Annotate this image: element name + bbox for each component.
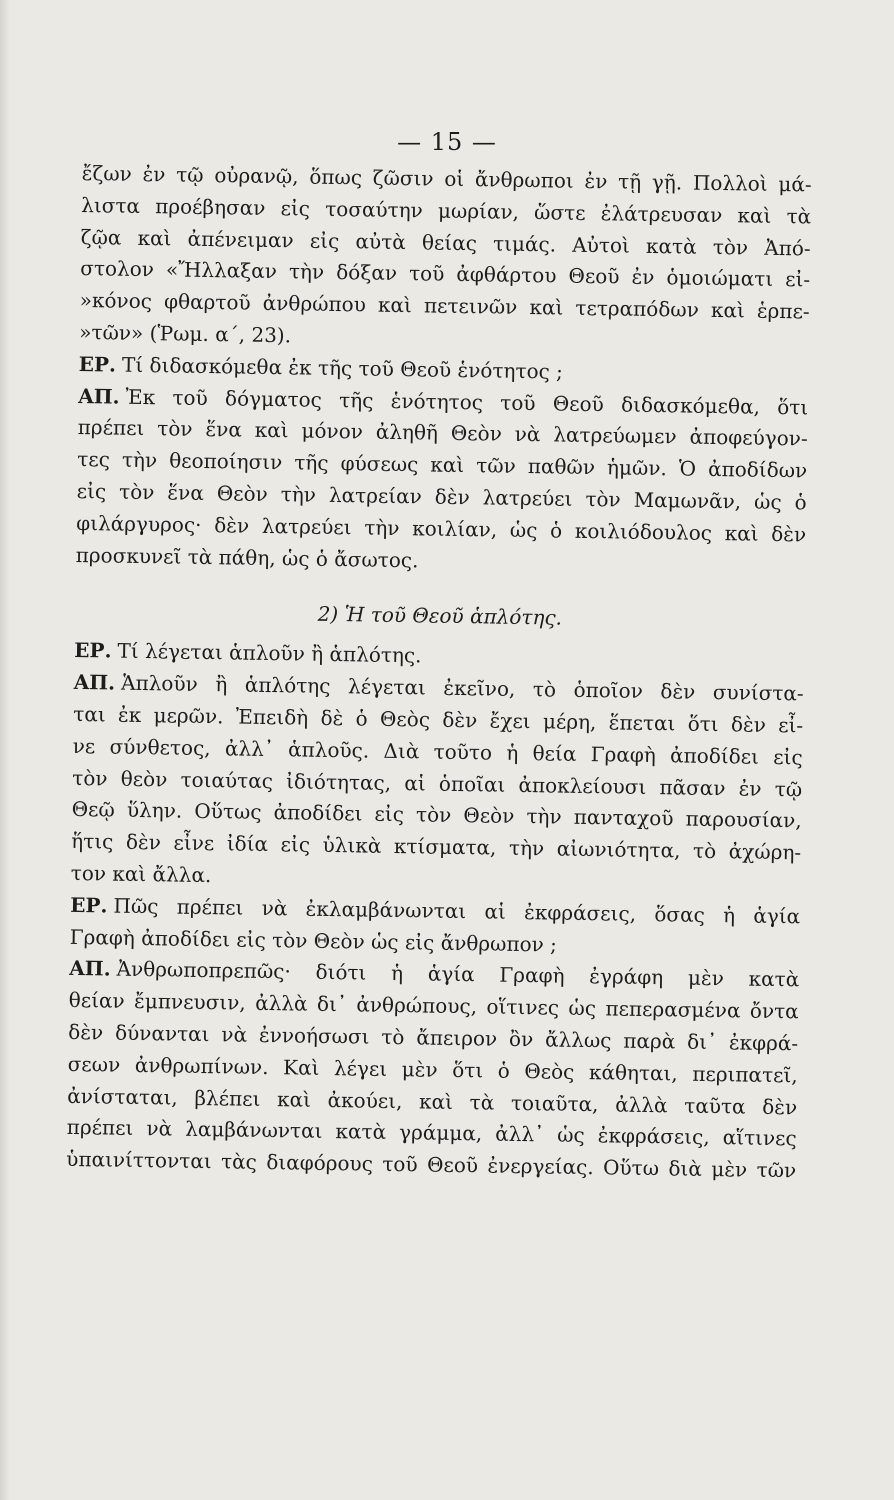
- text-line: θείαν ἔμπνευσιν, ἀλλὰ δι᾽ ἀνθρώπους, οἵτινες ὡς πεπερασμένα ὄντα: [68, 988, 799, 1024]
- text-line: τὸν θεὸν τοιαύτας ἰδιότητας, αἱ ὁποῖαι ἀποκλείουσι πᾶσαν ἐν τῷ: [72, 765, 803, 801]
- section-heading: 2) Ἡ τοῦ Θεοῦ ἁπλότης.: [317, 602, 563, 630]
- text-block: [66, 158, 812, 1187]
- text-line: σεων ἀνθρωπίνων. Καὶ λέγει μὲν ὅτι ὁ Θεὸς κάθηται, περιπατεῖ,: [67, 1051, 798, 1088]
- page-edge-shadow: [0, 0, 10, 1500]
- text-line: τες τὴν θεοποίησιν τῆς φύσεως καὶ τῶν παθῶν ἡμῶν. Ὁ ἀποδίδων: [77, 447, 808, 483]
- text-line: τον καὶ ἄλλα.: [70, 860, 212, 888]
- text-line: »τῶν» (Ῥωμ. α΄, 23).: [79, 319, 292, 348]
- text-line: »κόνος φθαρτοῦ ἀνθρώπου καὶ πετεινῶν καὶ τετραπόδων καὶ ἑρπε-: [79, 288, 810, 324]
- text-line: Θεῷ ὕλην. Οὕτως ἀποδίδει εἰς τὸν Θεὸν τὴν πανταχοῦ παρουσίαν,: [71, 797, 802, 833]
- paragraph-intro: [79, 158, 812, 360]
- text-line: ἔζων ἐν τῷ οὐρανῷ, ὅπως ζῶσιν οἱ ἄνθρωποι ἐν τῇ γῇ. Πολλοὶ μά-: [81, 160, 812, 197]
- text-line: ται ἐκ μερῶν. Ἐπειδὴ δὲ ὁ Θεὸς δὲν ἔχει μέρη, ἕπεται ὅτι δὲν εἶ-: [73, 701, 804, 738]
- text-line: ἀνίσταται, βλέπει καὶ ἀκούει, καὶ τὰ τοιαῦτα, ἀλλὰ ταῦτα δὲν: [67, 1083, 798, 1119]
- answer-3: [66, 953, 799, 1187]
- question-label: ΕΡ.: [70, 892, 108, 918]
- question-text: Πῶς πρέπει νὰ ἐκλαμβάνωνται αἱ ἐκφράσεις, ὅσας ἡ ἁγία: [113, 893, 801, 929]
- answer-text: Ἀνθρωποπρεπῶς· διότι ἡ ἁγία Γραφὴ ἐγράφη μὲν κατὰ: [116, 956, 800, 992]
- text-line: προσκυνεῖ τὰ πάθη, ὡς ὁ ἄσωτος.: [75, 542, 419, 572]
- text-line: στολον «Ἤλλαξαν τὴν δόξαν τοῦ ἀφθάρτου Θεοῦ ἐν ὁμοιώματι εἰ-: [80, 256, 811, 292]
- question-text: Τί διδασκόμεθα ἐκ τῆς τοῦ Θεοῦ ἑνότητος ;: [121, 352, 564, 384]
- text-line: Γραφὴ ἀποδίδει εἰς τὸν Θεὸν ὡς εἰς ἄνθρωπον ;: [69, 924, 558, 957]
- text-line: ἥτις δὲν εἶνε ἰδία εἰς ὑλικὰ κτίσματα, τὴν αἰωνιότητα, τὸ ἀχώρη-: [71, 829, 802, 865]
- text-line: ζῷα καὶ ἀπένειμαν εἰς αὐτὰ θείας τιμάς. Αὐτοὶ κατὰ τὸν Ἀπό-: [80, 224, 811, 261]
- text-line: πρέπει νὰ λαμβάνωνται κατὰ γράμμα, ἀλλ᾽ ὡς ἐκφράσεις, αἵτινες: [66, 1115, 797, 1151]
- question-label: ΕΡ.: [78, 351, 117, 377]
- answer-label: ΑΠ.: [69, 956, 111, 981]
- text-line: πρέπει τὸν ἕνα καὶ μόνον ἀληθῆ Θεὸν νὰ λατρεύωμεν ἀποφεύγον-: [77, 415, 808, 451]
- question-text: Τί λέγεται ἁπλοῦν ἢ ἁπλότης.: [117, 638, 422, 668]
- answer-1: [76, 381, 809, 583]
- answer-text: Ἐκ τοῦ δόγματος τῆς ἑνότητος τοῦ Θεοῦ διδασκόμεθα, ὅτι: [125, 384, 809, 420]
- question-3: [70, 890, 801, 965]
- text-line: λιστα προέβησαν εἰς τοσαύτην μωρίαν, ὥστε ἐλάτρευσαν καὶ τὰ: [81, 192, 812, 229]
- text-line: φιλάργυρος· δὲν λατρεύει τὴν κοιλίαν, ὡς ὁ κοιλιόδουλος καὶ δὲν: [76, 510, 807, 547]
- text-line: νε σύνθετος, ἀλλ᾽ ἁπλοῦς. Διὰ τοῦτο ἡ θεία Γραφὴ ἀποδίδει εἰς: [72, 733, 803, 770]
- text-line: εἰς τὸν ἕνα Θεὸν τὴν λατρείαν δὲν λατρεύει τὸν Μαμωνᾶν, ὡς ὁ: [76, 478, 807, 515]
- text-line: δὲν δύνανται νὰ ἐννοήσωσι τὸ ἄπειρον ὂν ἄλλως παρὰ δι᾽ ἐκφρά-: [68, 1019, 799, 1056]
- answer-label: ΑΠ.: [73, 670, 116, 695]
- answer-label: ΑΠ.: [78, 383, 120, 409]
- page-number: — 15 —: [397, 128, 497, 156]
- answer-text: Ἁπλοῦν ἢ ἁπλότης λέγεται ἐκεῖνο, τὸ ὁποῖον δὲν συνίστα-: [120, 670, 804, 706]
- question-label: ΕΡ.: [74, 638, 112, 663]
- answer-2: [71, 667, 804, 901]
- text-line: ὑπαινίττονται τὰς διαφόρους τοῦ Θεοῦ ἐνεργείας. Οὕτω διὰ μὲν τῶν: [66, 1146, 797, 1183]
